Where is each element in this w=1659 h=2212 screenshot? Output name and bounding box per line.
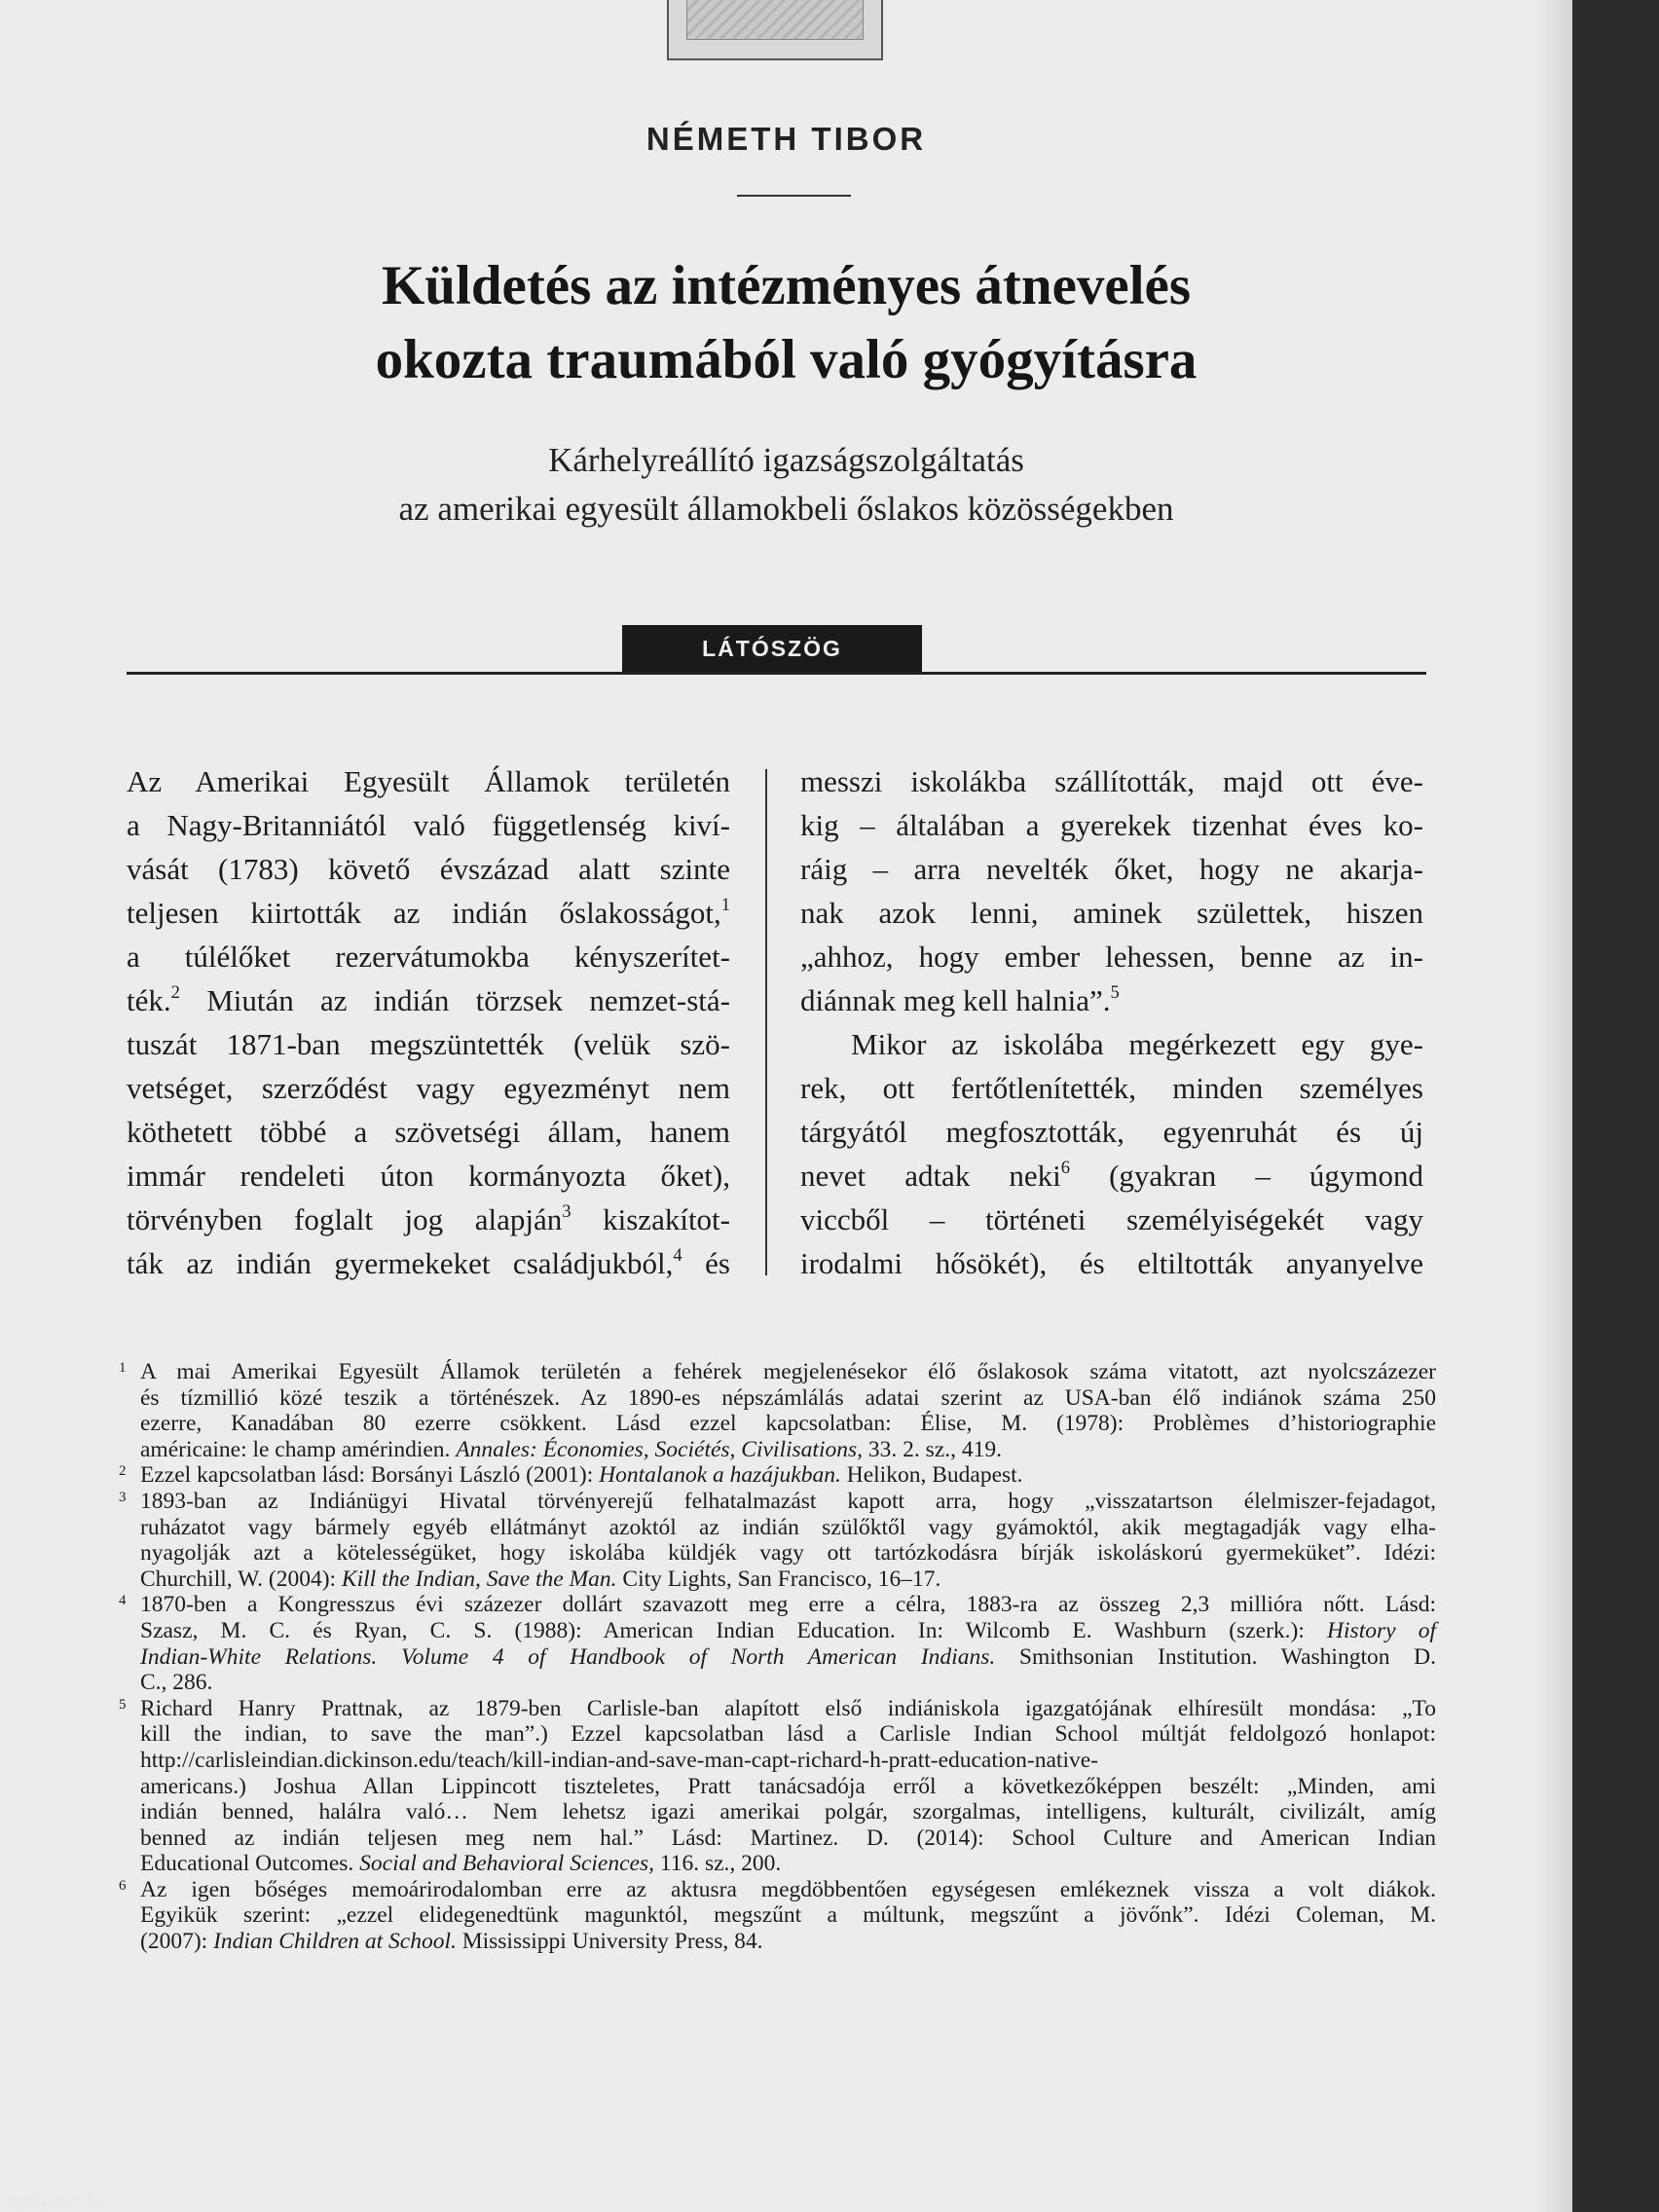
body-column-left	[127, 759, 730, 1285]
footnote-line: indián benned, halálra való… Nem lehetsz igazi amerikai polgár, szorgalmas, intelligens, kulturált, civilizált, amíg	[140, 1799, 1436, 1825]
text-line: immár rendeleti úton kormányozta őket),	[127, 1159, 730, 1193]
footnote-mark: 6	[1060, 1157, 1071, 1178]
text-line: kig – általában a gyerekek tizenhat éves ko-	[800, 808, 1423, 842]
footnote-line: Richard Hanry Prattnak, az 1879-ben Carlisle-ban alapított első indiániskola igazgatójának elhíresült mondása: „To	[140, 1695, 1436, 1721]
text-line: a túlélőket rezervátumokba kényszerítet-	[127, 940, 730, 974]
subtitle-line: az amerikai egyesült államokbeli őslakos közösségekben	[398, 490, 1174, 528]
footnote-line: kill the indian, to save the man”.) Ezzel kapcsolatban lásd a Carlisle Indian School múltját feldolgozó honlapot:	[140, 1721, 1436, 1748]
text-line: diánnak meg kell halnia”.$^5$	[800, 981, 1120, 1017]
author-name: NÉMETH TIBOR	[645, 121, 927, 157]
footnote-number: 5	[119, 1696, 127, 1713]
footnote-number: 4	[119, 1593, 127, 1609]
footnote-line: americans.) Joshua Allan Lippincott tiszteletes, Pratt tanácsadója erről a következőképpen beszélt: „Minden, ami	[140, 1773, 1436, 1799]
section-rule	[127, 672, 1426, 675]
footnote-line: américaine: le champ amérindien. Annales: Économies, Sociétés, Civilisations, 33. 2. sz., 419.	[140, 1436, 1002, 1462]
article-subtitle	[0, 436, 1572, 534]
footnote-line: és tízmillió közé teszik a történészek. Az 1890-es népszámlálás adatai szerint az USA-ban élő indiánok száma 250	[140, 1384, 1436, 1411]
footnote-number: 1	[119, 1360, 127, 1376]
footnote-line: Indian-White Relations. Volume 4 of Handbook of North American Indians. Smithsonian Institution. Washington D.	[140, 1643, 1437, 1670]
text-line: messzi iskolákba szállították, majd ott éve-	[800, 764, 1423, 798]
footnote-number: 2	[119, 1463, 127, 1480]
text-line: ták az indián gyermekeket családjukból,$^4$ és	[127, 1244, 730, 1280]
text-line: „ahhoz, hogy ember lehessen, benne az in-	[800, 940, 1423, 974]
text-line: tuszát 1871-ban megszüntették (velük szö-	[127, 1027, 730, 1061]
footnote-line: C., 286.	[140, 1670, 213, 1696]
text-line: viccből – történeti személyiségekét vagy	[800, 1202, 1423, 1236]
footnotes	[119, 1359, 1436, 1955]
text-line: Mikor az iskolába megérkezett egy gye-	[851, 1027, 1423, 1061]
text-line: tárgyától megfosztották, egyenruhát és új	[800, 1115, 1423, 1149]
text-line: köthetett többé a szövetségi állam, hanem	[127, 1115, 730, 1149]
footnote-line: Educational Outcomes. Social and Behavioral Sciences, 116. sz., 200.	[140, 1851, 782, 1877]
footnote-line: ruházatot vagy bármely egyéb ellátmányt azoktól az indián szülőktől vagy gyámoktól, akik megtagadják vagy elha-	[140, 1514, 1436, 1540]
footnote-line: Szasz, M. C. és Ryan, C. S. (1988): American Indian Education. In: Wilcomb E. Washburn (szerk.): History of	[140, 1617, 1436, 1643]
footnote	[119, 1462, 1436, 1489]
footnote	[119, 1489, 1436, 1592]
footnote	[119, 1877, 1436, 1955]
text-line: Az Amerikai Egyesült Államok területén	[127, 764, 730, 798]
footnote-line: 1870-ben a Kongresszus évi százezer dollárt szavazott meg erre a célra, 1883-ra az összeg 2,3 millióra nőtt. Lásd:	[140, 1592, 1436, 1618]
text-line: irodalmi hősökét), és eltiltották anyanyelve	[800, 1246, 1423, 1280]
text-line: ték.$^2$ Miután az indián törzsek nemzet-stá-	[127, 981, 730, 1017]
footnote-line: A mai Amerikai Egyesült Államok területén a fehérek megjelenésekor élő őslakosok száma vitatott, azt nyolcszázezer	[140, 1359, 1436, 1384]
footnote-mark: 1	[720, 894, 730, 915]
watermark: Antikvárium.hu	[8, 2193, 105, 2209]
footnote	[119, 1359, 1436, 1462]
footnote-line: nyagolják azt a kötelességüket, hogy iskolába küldjék vagy ott tartózkodásra bírják iskoláskorú gyermeküket”. Idézi:	[140, 1540, 1436, 1567]
footnote-mark: 5	[1110, 981, 1120, 1003]
text-line: nak azok lenni, aminek születtek, hiszen	[800, 896, 1423, 930]
article-title	[0, 249, 1572, 397]
footnote-line: Ezzel kapcsolatban lásd: Borsányi László (2001): Hontalanok a hazájukban. Helikon, Budapest.	[140, 1462, 1023, 1489]
text-line: vását (1783) követő évszázad alatt szinte	[127, 852, 730, 886]
footnote	[119, 1592, 1436, 1695]
footnote	[119, 1696, 1436, 1877]
text-line: teljesen kiirtották az indián őslakosságot,$^1$	[127, 894, 730, 930]
footnote-line: (2007): Indian Children at School. Mississippi University Press, 84.	[140, 1929, 763, 1955]
author-underline	[737, 195, 851, 197]
footnote-line: http://carlisleindian.dickinson.edu/teach/kill-indian-and-save-man-capt-richard-h-pratt-education-native-	[140, 1747, 1098, 1773]
title-line: Küldetés az intézményes átnevelés	[381, 255, 1192, 316]
footnote-line: Churchill, W. (2004): Kill the Indian, Save the Man. City Lights, San Francisco, 16–17.	[140, 1566, 941, 1592]
column-divider	[765, 769, 767, 1275]
body-column-right	[800, 759, 1423, 1285]
footnote-line: Az igen bőséges memoárirodalomban erre az aktusra megdöbbentően egységesen emlékeznek vissza a volt diákok.	[140, 1876, 1436, 1902]
footnote-line: Egyikük szerint: „ezzel elidegenedtünk magunktól, megszűnt a múltunk, megszűnt a jövőnk”. Idézi Coleman, M.	[140, 1902, 1436, 1929]
header-image	[667, 0, 883, 60]
footnote-mark: 2	[170, 981, 180, 1003]
header-image-picture	[686, 0, 864, 40]
footnote-mark: 3	[562, 1200, 571, 1222]
title-line: okozta traumából való gyógyításra	[375, 329, 1198, 390]
text-line: nevet adtak neki$^6$ (gyakran – úgymond	[800, 1157, 1423, 1193]
subtitle-line: Kárhelyreállító igazságszolgáltatás	[548, 441, 1024, 479]
text-line: rek, ott fertőtlenítették, minden személyes	[800, 1071, 1423, 1105]
footnote-number: 3	[119, 1489, 127, 1505]
text-line: a Nagy-Britanniától való függetlenség kiví-	[127, 808, 730, 842]
text-line: törvényben foglalt jog alapján$^3$ kiszakítot-	[127, 1200, 730, 1236]
footnote-mark: 4	[673, 1244, 682, 1266]
text-line: vetséget, szerződést vagy egyezményt nem	[127, 1071, 730, 1105]
footnote-line: benned az indián teljesen meg nem hal.” Lásd: Martinez. D. (2014): School Culture and American Indian	[140, 1825, 1436, 1851]
text-line: ráig – arra nevelték őket, hogy ne akarja-	[800, 852, 1423, 886]
section-label: LÁTÓSZÖG	[622, 625, 922, 672]
footnote-number: 6	[119, 1877, 127, 1894]
footnote-line: 1893-ban az Indiánügyi Hivatal törvényerejű felhatalmazást kapott arra, hogy „visszatartson élelmiszer-fejadagot,	[140, 1488, 1436, 1514]
footnote-line: ezerre, Kanadában 80 ezerre csökkent. Lásd ezzel kapcsolatban: Élise, M. (1978): Problèmes d’historiographie	[140, 1411, 1436, 1437]
